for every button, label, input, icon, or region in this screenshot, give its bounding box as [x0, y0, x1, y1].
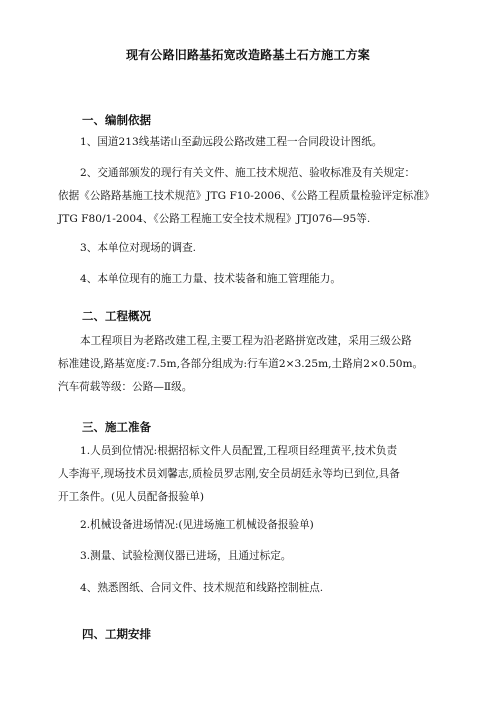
paragraph-3-3 [58, 545, 443, 568]
text-line: 3.测量、试验检测仪器已进场，且通过标定。 [80, 550, 292, 562]
text-line: 1.人员到位情况:根据招标文件人员配置,工程项目经理黄平,技术负责 [80, 445, 398, 457]
text-line: 依据《公路路基施工技术规范》JTG F10-2006、《公路工程质量检验评定标准》 [58, 190, 435, 202]
text-line: 开工条件。(见人员配备报验单) [58, 491, 204, 503]
text-line: 本工程项目为老路改建工程,主要工程为沿老路拼宽改建，采用三级公路 [80, 335, 412, 347]
section-heading-2: 二、工程概况 [82, 309, 151, 323]
document-title: 现有公路旧路基拓宽改造路基土石方施工方案 [125, 48, 370, 62]
paragraph-3-4 [58, 577, 443, 600]
section-heading-1: 一、编制依据 [82, 113, 151, 127]
text-line: 1、国道213线基诺山至勐远段公路改建工程一合同段设计图纸。 [80, 136, 383, 148]
paragraph-3-1 [58, 440, 443, 509]
paragraph-1-4 [58, 268, 443, 291]
paragraph-2-1 [58, 330, 443, 399]
paragraph-3-2 [58, 514, 443, 537]
text-line: 人李海平,现场技术员刘馨志,质检员罗志刚,安全员胡廷永等均已到位,具备 [58, 468, 400, 480]
paragraph-1-2 [58, 162, 443, 231]
paragraph-1-1 [58, 131, 443, 154]
text-line: JTG F80/1-2004、《公路工程施工安全技术规程》JTJ076—95等. [58, 213, 371, 225]
text-line: 2、交通部颁发的现行有关文件、施工技术规范、验收标准及有关规定： [80, 167, 416, 179]
text-line: 标准建设,路基宽度:7.5m,各部分组成为:行车道2×3.25m,土路肩2×0.50m。 [58, 358, 424, 370]
section-heading-4: 四、工期安排 [82, 627, 151, 641]
paragraph-1-3 [58, 237, 443, 260]
section-heading-3: 三、施工准备 [82, 420, 151, 434]
text-line: 2.机械设备进场情况:(见进场施工机械设备报验单) [80, 519, 314, 531]
text-line: 汽车荷载等级：公路—Ⅱ级。 [58, 381, 193, 393]
text-line: 3、本单位对现场的调查. [80, 242, 197, 254]
text-line: 4、熟悉图纸、合同文件、技术规范和线路控制桩点. [80, 582, 324, 594]
text-line: 4、本单位现有的施工力量、技术装备和施工管理能力。 [80, 273, 341, 285]
